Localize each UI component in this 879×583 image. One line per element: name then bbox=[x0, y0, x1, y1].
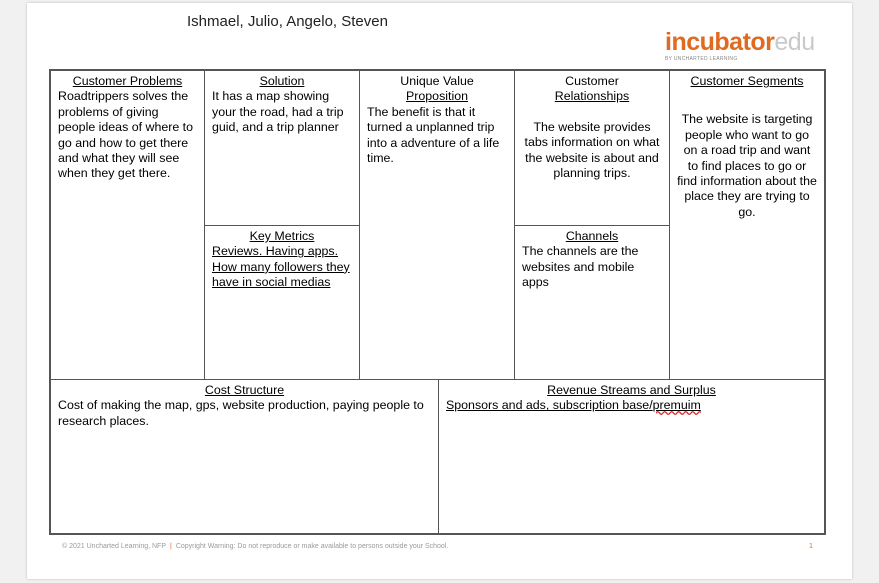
cell-revenue-streams[interactable] bbox=[438, 379, 825, 534]
cell-solution[interactable] bbox=[204, 70, 360, 226]
logo-part-incubator: incubator bbox=[665, 28, 775, 56]
relationships-text: The website provides tabs information on what the website is about and planning trips. bbox=[524, 119, 660, 181]
uvp-title-line2: Proposition bbox=[406, 89, 468, 104]
logo-part-edu: edu bbox=[774, 28, 815, 56]
cost-structure-text: Cost of making the map, gps, website production, paying people to research places. bbox=[58, 398, 424, 428]
page-number: 1 bbox=[809, 543, 813, 550]
customer-segments-text: The website is targeting people who want to go on a road trip and want to find places to go or find information about the place they are trying to go. bbox=[677, 112, 817, 219]
cell-customer-problems[interactable] bbox=[50, 70, 205, 380]
cost-structure-title: Cost Structure bbox=[204, 383, 285, 397]
key-metrics-text: Reviews. Having apps. How many followers they have in social medias bbox=[212, 244, 350, 290]
logo-tagline: BY UNCHARTED LEARNING bbox=[665, 56, 738, 62]
solution-text: It has a map showing your the road, had a trip guid, and a trip planner bbox=[212, 89, 344, 135]
team-names: Ishmael, Julio, Angelo, Steven bbox=[187, 13, 388, 30]
logo-wordmark bbox=[665, 29, 825, 55]
customer-segments-title: Customer Segments bbox=[690, 74, 804, 88]
footer-warning-text: Copyright Warning: Do not reproduce or make available to persons outside your School. bbox=[175, 543, 449, 550]
lean-canvas-grid bbox=[49, 69, 826, 535]
key-metrics-title: Key Metrics bbox=[249, 229, 315, 243]
uvp-title-line1: Unique Value bbox=[400, 74, 474, 88]
customer-problems-text: Roadtrippers solves the problems of giving people ideas of where to go and how to get there and what they will see when they get there. bbox=[58, 89, 194, 181]
cell-key-metrics[interactable] bbox=[204, 225, 360, 380]
footer-copyright bbox=[62, 543, 448, 550]
customer-problems-title: Customer Problems bbox=[72, 74, 183, 88]
solution-title: Solution bbox=[259, 74, 305, 88]
revenue-text-main: Sponsors and ads, subscription base/ bbox=[446, 398, 653, 413]
cell-customer-segments[interactable] bbox=[669, 70, 825, 380]
relationships-title-line1: Customer bbox=[565, 74, 619, 88]
footer-copyright-text: © 2021 Uncharted Learning, NFP bbox=[62, 543, 166, 550]
incubatoredu-logo bbox=[665, 29, 825, 65]
cell-cost-structure[interactable] bbox=[50, 379, 439, 534]
cell-channels[interactable] bbox=[514, 225, 670, 380]
footer-separator: | bbox=[170, 543, 172, 550]
revenue-streams-text bbox=[446, 398, 817, 413]
uvp-text: The benefit is that it turned a unplanned trip into a adventure of a life time. bbox=[367, 104, 500, 166]
relationships-title-line2: Relationships bbox=[554, 89, 630, 104]
document-page bbox=[27, 3, 852, 579]
channels-text: The channels are the websites and mobile apps bbox=[522, 244, 639, 290]
revenue-text-misspelled: premuim bbox=[652, 398, 701, 413]
channels-title: Channels bbox=[565, 229, 619, 243]
cell-unique-value-proposition[interactable] bbox=[359, 70, 515, 380]
revenue-streams-title: Revenue Streams and Surplus bbox=[547, 383, 716, 397]
cell-customer-relationships[interactable] bbox=[514, 70, 670, 226]
